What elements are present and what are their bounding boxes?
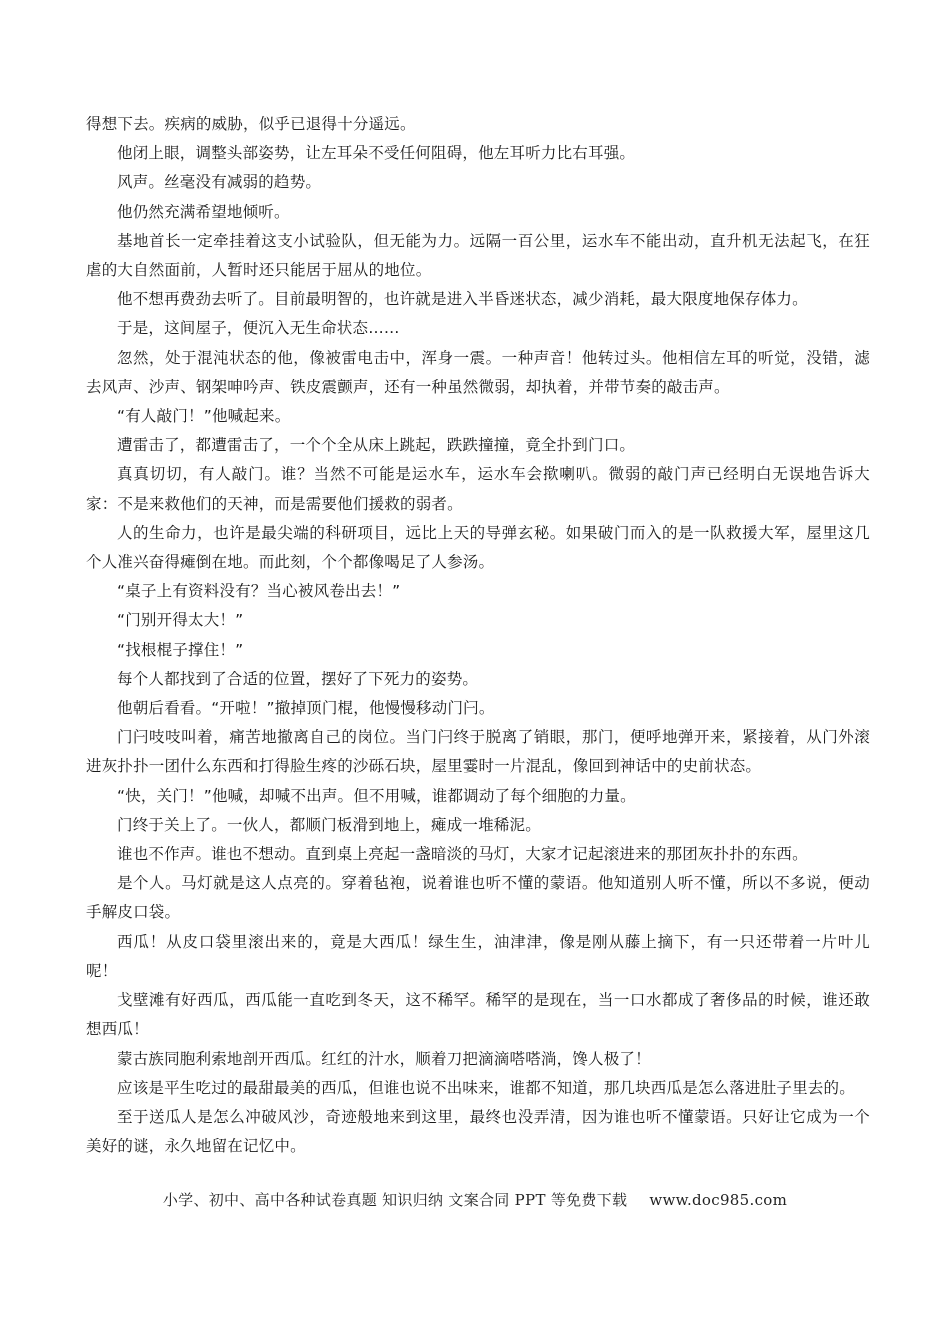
paragraph: 他朝后看看。“开啦！”撤掉顶门棍，他慢慢移动门闩。 bbox=[117, 699, 495, 718]
paragraph: 西瓜！从皮口袋里滚出来的，竟是大西瓜！绿生生，油津津，像是刚从藤上摘下，有一只还带着一片叶儿呢！ bbox=[86, 932, 870, 980]
paragraph: 得想下去。疾病的威胁，似乎已退得十分遥远。 bbox=[86, 115, 416, 133]
paragraph: 基地首长一定牵挂着这支小试验队，但无能为力。远隔一百公里，运水车不能出动，直升机无法起飞，在狂虐的大自然面前，人暂时还只能居于屈从的地位。 bbox=[86, 231, 870, 280]
paragraph: 他不想再费劲去听了。目前最明智的，也许就是进入半昏迷状态，减少消耗，最大限度地保存体力。 bbox=[117, 290, 808, 309]
paragraph: “快，关门！”他喊，却喊不出声。但不用喊，谁都调动了每个细胞的力量。 bbox=[117, 786, 636, 805]
paragraph: “有人敲门！”他喊起来。 bbox=[117, 407, 291, 426]
paragraph: 人的生命力，也许是最尖端的科研项目，远比上天的导弹玄秘。如果破门而入的是一队救援大军，屋里这几个人准兴奋得瘫倒在地。而此刻，个个都像喝足了人参汤。 bbox=[86, 523, 870, 572]
paragraph: 忽然，处于混沌状态的他，像被雷电击中，浑身一震。一种声音！他转过头。他相信左耳的听觉，没错，滤去风声、沙声、钢架呻吟声、铁皮震颤声，还有一种虽然微弱，却执着，并带节奏的敲击声。 bbox=[86, 348, 870, 396]
paragraph: 每个人都找到了合适的位置，摆好了下死力的姿势。 bbox=[117, 669, 479, 688]
paragraph: 应该是平生吃过的最甜最美的西瓜，但谁也说不出味来，谁都不知道，那几块西瓜是怎么落进肚子里去的。 bbox=[117, 1078, 855, 1097]
paragraph: 蒙古族同胞利索地剖开西瓜。红红的汁水，顺着刀把滴滴嗒嗒淌，馋人极了！ bbox=[117, 1049, 651, 1068]
paragraph: 风声。丝毫没有减弱的趋势。 bbox=[117, 173, 322, 192]
paragraph: 门闩吱吱叫着，痛苦地撤离自己的岗位。当门闩终于脱离了销眼，那门，便呼地弹开来，紧接着，从门外滚进灰扑扑一团什么东西和打得脸生疼的沙砾石块，屋里霎时一片混乱，像回到神话中的史前状态。 bbox=[86, 728, 870, 776]
page-footer bbox=[0, 1189, 950, 1210]
paragraph: 至于送瓜人是怎么冲破风沙，奇迹般地来到这里，最终也没弄清，因为谁也听不懂蒙语。只好让它成为一个美好的谜，永久地留在记忆中。 bbox=[86, 1107, 870, 1156]
paragraph: 遭雷击了，都遭雷击了，一个个全从床上跳起，跌跌撞撞，竟全扑到门口。 bbox=[117, 436, 636, 455]
paragraph: 门终于关上了。一伙人，都顺门板滑到地上，瘫成一堆稀泥。 bbox=[117, 815, 541, 834]
paragraph: 他闭上眼，调整头部姿势，让左耳朵不受任何阻碍，他左耳听力比右耳强。 bbox=[117, 144, 636, 163]
paragraph: 戈壁滩有好西瓜，西瓜能一直吃到冬天，这不稀罕。稀罕的是现在，当一口水都成了奢侈品的时候，谁还敢想西瓜！ bbox=[86, 991, 870, 1039]
paragraph: 是个人。马灯就是这人点亮的。穿着毡袍，说着谁也听不懂的蒙语。他知道别人听不懂，所以不多说，便动手解皮口袋。 bbox=[86, 874, 870, 922]
footer-text: 小学、初中、高中各种试卷真题 知识归纳 文案合同 PPT 等免费下载 bbox=[162, 1191, 628, 1209]
article-body bbox=[86, 110, 870, 1161]
footer-website-link[interactable]: www.doc985.com bbox=[649, 1191, 788, 1209]
paragraph: “桌子上有资料没有？当心被风卷出去！” bbox=[117, 582, 401, 601]
paragraph: 谁也不作声。谁也不想动。直到桌上亮起一盏暗淡的马灯，大家才记起滚进来的那团灰扑扑的东西。 bbox=[117, 845, 808, 864]
paragraph: “找根棍子撑住！” bbox=[117, 640, 244, 659]
paragraph: 真真切切，有人敲门。谁？当然不可能是运水车，运水车会揿喇叭。微弱的敲门声已经明白无误地告诉大家：不是来救他们的天神，而是需要他们援救的弱者。 bbox=[86, 465, 870, 513]
paragraph: 他仍然充满希望地倾听。 bbox=[117, 202, 290, 221]
paragraph: 于是，这间屋子，便沉入无生命状态…… bbox=[117, 319, 400, 338]
paragraph: “门别开得太大！” bbox=[117, 611, 244, 630]
